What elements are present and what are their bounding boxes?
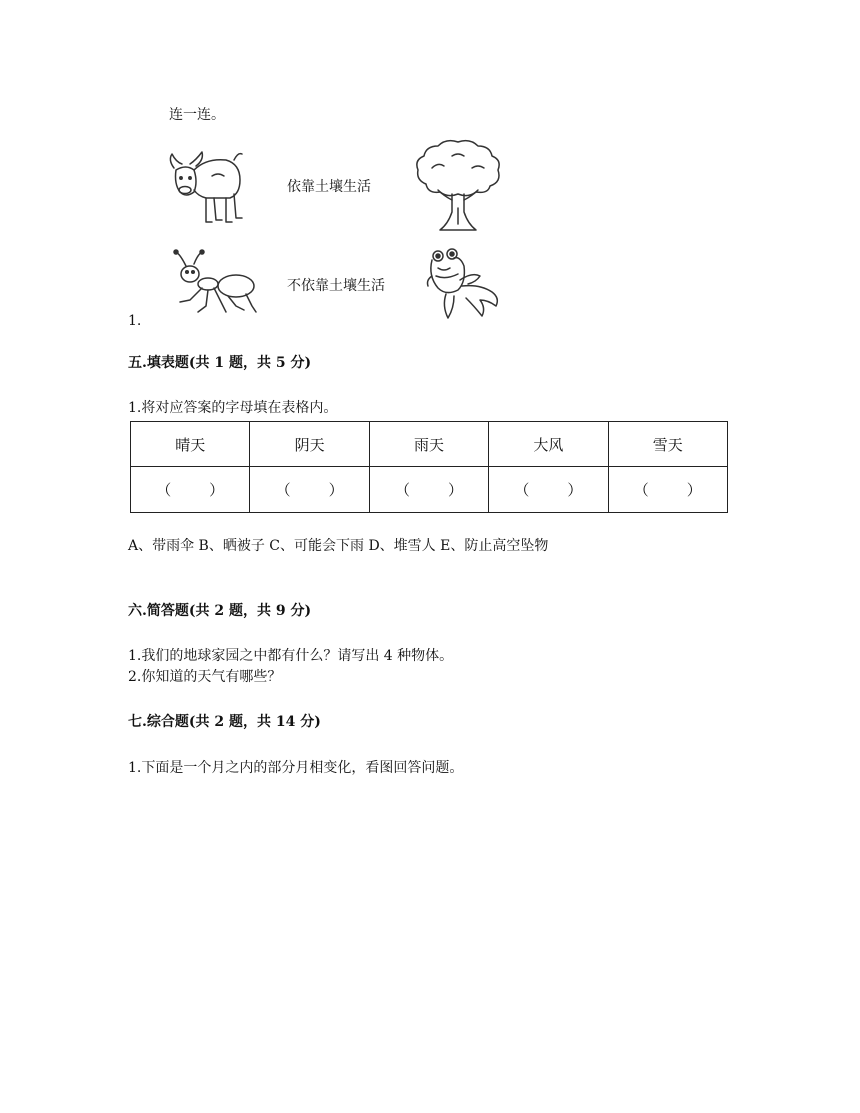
col-snowy: 雪天 (608, 422, 727, 467)
col-rainy: 雨天 (369, 422, 488, 467)
section7-question-1: 1.下面是一个月之内的部分月相变化，看图回答问题。 (128, 760, 464, 776)
label-soil-independent: 不依靠土壤生活 (287, 278, 385, 294)
section5-heading: 五.填表题(共 1 题，共 5 分) (128, 355, 312, 371)
weather-answer-table (130, 421, 728, 513)
match-instruction: 连一连。 (169, 107, 225, 123)
section5-question: 1.将对应答案的字母填在表格内。 (128, 400, 338, 416)
question-number: 1. (128, 313, 142, 329)
cow-icon (166, 146, 246, 228)
section7-heading: 七.综合题(共 2 题，共 14 分) (128, 714, 321, 730)
answer-cell-cloudy[interactable]: （ ） (250, 467, 369, 513)
label-soil-dependent: 依靠土壤生活 (287, 179, 371, 195)
section6-heading: 六.简答题(共 2 题，共 9 分) (128, 603, 312, 619)
section6-question-1: 1.我们的地球家园之中都有什么？请写出 4 种物体。 (128, 648, 454, 664)
answer-cell-sunny[interactable]: （ ） (131, 467, 250, 513)
col-cloudy: 阴天 (250, 422, 369, 467)
answer-cell-rainy[interactable]: （ ） (369, 467, 488, 513)
goldfish-icon (424, 246, 504, 322)
answer-cell-windy[interactable]: （ ） (489, 467, 608, 513)
section6-question-2: 2.你知道的天气有哪些？ (128, 669, 282, 685)
answer-cell-snowy[interactable]: （ ） (608, 467, 727, 513)
col-windy: 大风 (489, 422, 608, 467)
ant-icon (172, 248, 258, 316)
answer-options: A、带雨伞 B、晒被子 C、可能会下雨 D、堆雪人 E、防止高空坠物 (128, 538, 549, 554)
col-sunny: 晴天 (131, 422, 250, 467)
tree-icon (412, 138, 504, 234)
